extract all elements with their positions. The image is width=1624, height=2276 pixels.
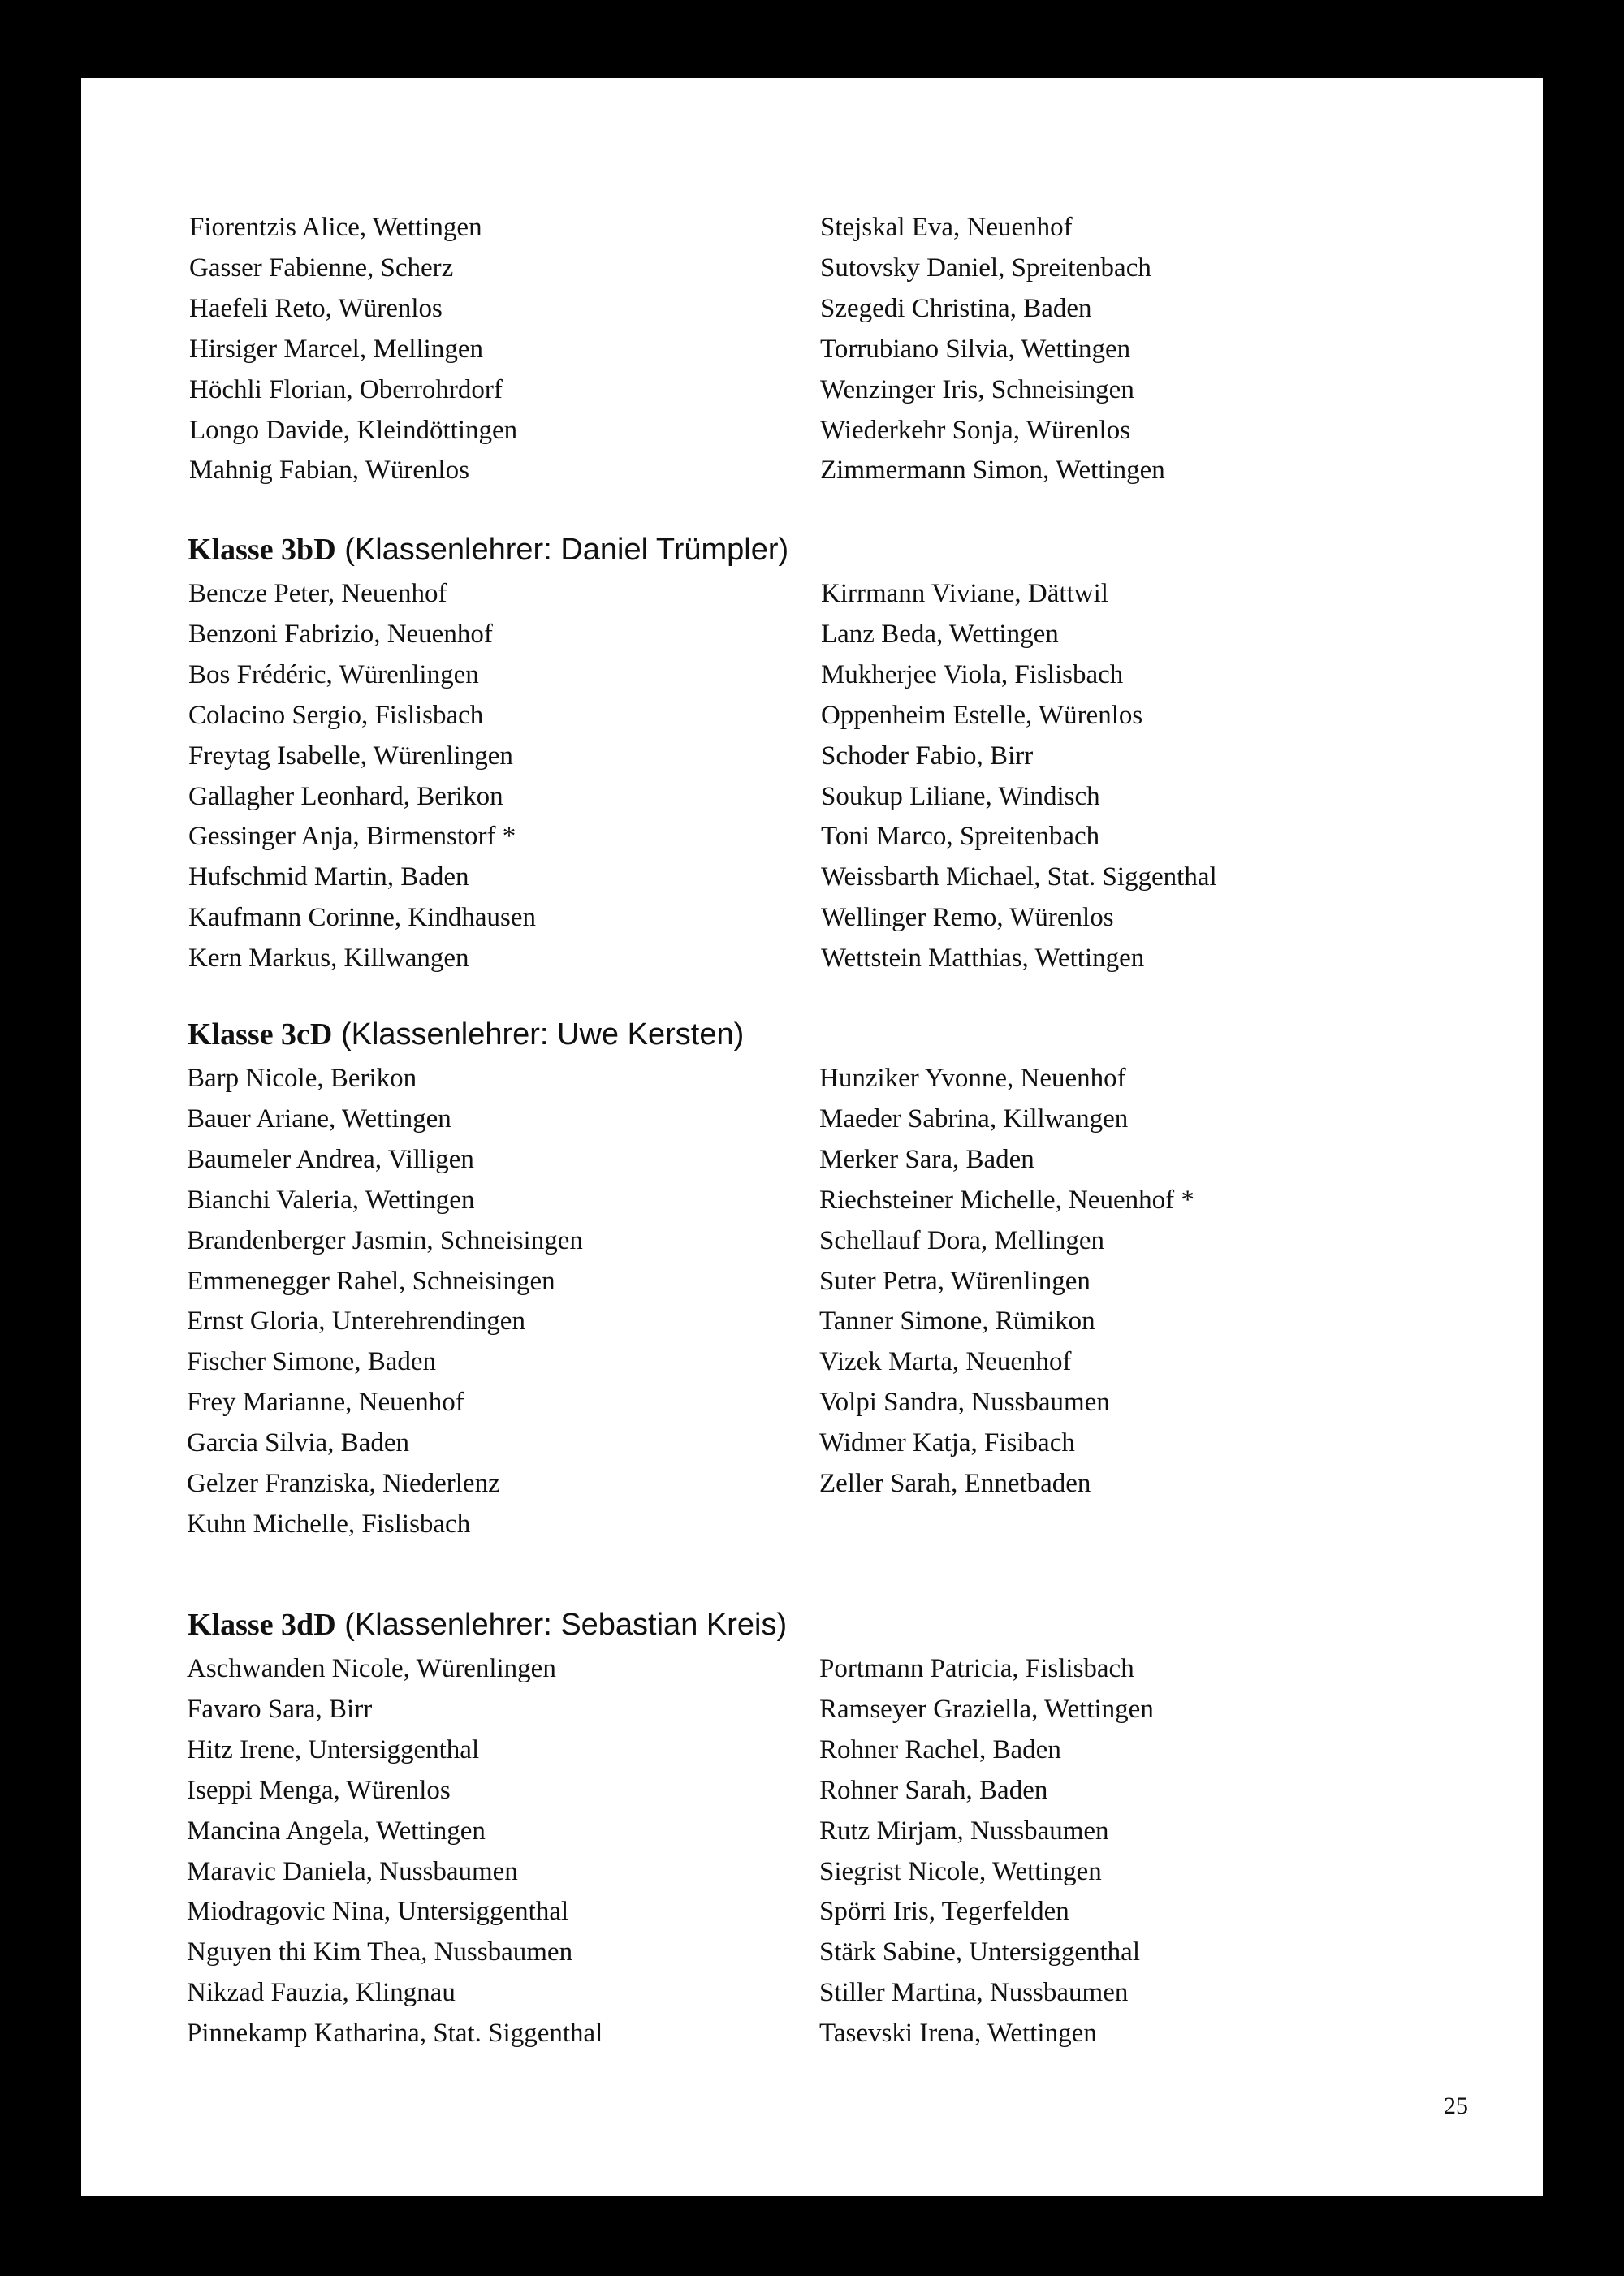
student-entry: Toni Marco, Spreitenbach — [821, 822, 1100, 852]
student-entry: Gessinger Anja, Birmenstorf * — [188, 822, 516, 852]
student-entry: Brandenberger Jasmin, Schneisingen — [187, 1225, 583, 1255]
student-entry: Mahnig Fabian, Würenlos — [189, 456, 469, 486]
student-entry: Mancina Angela, Wettingen — [187, 1816, 486, 1846]
student-entry: Gasser Fabienne, Scherz — [189, 253, 454, 283]
student-entry: Stiller Martina, Nussbaumen — [819, 1978, 1129, 2008]
student-entry: Garcia Silvia, Baden — [187, 1428, 409, 1458]
student-entry: Tanner Simone, Rümikon — [819, 1306, 1095, 1337]
student-entry: Wellinger Remo, Würenlos — [821, 903, 1114, 933]
student-entry: Maeder Sabrina, Killwangen — [819, 1103, 1129, 1134]
student-entry: Haefeli Reto, Würenlos — [189, 293, 443, 323]
class-label: Klasse 3bD — [188, 533, 336, 567]
student-entry: Widmer Katja, Fisibach — [819, 1428, 1075, 1458]
student-entry: Benzoni Fabrizio, Neuenhof — [188, 619, 493, 649]
student-entry: Ramseyer Graziella, Wettingen — [819, 1694, 1154, 1724]
teacher-label: (Klassenlehrer: Daniel Trümpler) — [344, 533, 789, 567]
student-entry: Wettstein Matthias, Wettingen — [821, 944, 1145, 974]
student-entry: Zimmermann Simon, Wettingen — [820, 456, 1165, 486]
student-entry: Maravic Daniela, Nussbaumen — [187, 1856, 518, 1886]
student-entry: Kuhn Michelle, Fislisbach — [187, 1509, 471, 1539]
student-entry: Mukherjee Viola, Fislisbach — [821, 659, 1124, 689]
student-entry: Vizek Marta, Neuenhof — [819, 1347, 1072, 1377]
student-entry: Ernst Gloria, Unterehrendingen — [187, 1306, 525, 1337]
student-entry: Rohner Sarah, Baden — [819, 1775, 1048, 1805]
student-entry: Fischer Simone, Baden — [187, 1347, 437, 1377]
student-entry: Sutovsky Daniel, Spreitenbach — [820, 253, 1151, 283]
student-entry: Hirsiger Marcel, Mellingen — [189, 334, 483, 364]
student-entry: Hitz Irene, Untersiggenthal — [187, 1734, 480, 1764]
student-entry: Schoder Fabio, Birr — [821, 741, 1034, 771]
class-label: Klasse 3dD — [188, 1608, 336, 1642]
student-entry: Kaufmann Corinne, Kindhausen — [188, 903, 536, 933]
student-entry: Longo Davide, Kleindöttingen — [189, 415, 518, 445]
student-entry: Spörri Iris, Tegerfelden — [819, 1897, 1069, 1927]
student-entry: Aschwanden Nicole, Würenlingen — [187, 1654, 556, 1683]
student-entry: Schellauf Dora, Mellingen — [819, 1225, 1104, 1255]
student-entry: Barp Nicole, Berikon — [187, 1064, 417, 1093]
student-entry: Fiorentzis Alice, Wettingen — [189, 213, 482, 242]
student-entry: Siegrist Nicole, Wettingen — [819, 1856, 1102, 1886]
student-entry: Bencze Peter, Neuenhof — [188, 579, 447, 608]
student-entry: Favaro Sara, Birr — [187, 1694, 373, 1724]
teacher-label: (Klassenlehrer: Sebastian Kreis) — [344, 1608, 788, 1642]
student-entry: Miodragovic Nina, Untersiggenthal — [187, 1897, 569, 1927]
student-entry: Baumeler Andrea, Villigen — [187, 1144, 474, 1174]
class-heading — [188, 1016, 744, 1053]
student-entry: Gelzer Franziska, Niederlenz — [187, 1469, 500, 1498]
student-entry: Rohner Rachel, Baden — [819, 1734, 1061, 1764]
student-entry: Rutz Mirjam, Nussbaumen — [819, 1816, 1109, 1846]
student-entry: Freytag Isabelle, Würenlingen — [188, 741, 513, 771]
student-entry: Lanz Beda, Wettingen — [821, 619, 1059, 649]
student-entry: Tasevski Irena, Wettingen — [819, 2019, 1097, 2049]
student-entry: Riechsteiner Michelle, Neuenhof * — [819, 1185, 1194, 1215]
student-entry: Zeller Sarah, Ennetbaden — [819, 1469, 1091, 1498]
student-entry: Szegedi Christina, Baden — [820, 293, 1092, 323]
student-entry: Höchli Florian, Oberrohrdorf — [189, 374, 503, 404]
student-entry: Hufschmid Martin, Baden — [188, 862, 469, 892]
student-entry: Frey Marianne, Neuenhof — [187, 1388, 464, 1418]
document-page — [81, 78, 1543, 2196]
student-entry: Emmenegger Rahel, Schneisingen — [187, 1266, 555, 1296]
student-entry: Bauer Ariane, Wettingen — [187, 1103, 451, 1134]
teacher-label: (Klassenlehrer: Uwe Kersten) — [340, 1017, 745, 1052]
student-entry: Nikzad Fauzia, Klingnau — [187, 1978, 456, 2008]
student-entry: Volpi Sandra, Nussbaumen — [819, 1388, 1110, 1418]
student-entry: Gallagher Leonhard, Berikon — [188, 781, 503, 811]
class-label: Klasse 3cD — [188, 1017, 333, 1052]
student-entry: Pinnekamp Katharina, Stat. Siggenthal — [187, 2019, 603, 2049]
student-entry: Bos Frédéric, Würenlingen — [188, 659, 479, 689]
student-entry: Colacino Sergio, Fislisbach — [188, 700, 484, 730]
class-heading — [188, 1606, 787, 1643]
student-entry: Merker Sara, Baden — [819, 1144, 1034, 1174]
student-entry: Kern Markus, Killwangen — [188, 944, 469, 974]
student-entry: Iseppi Menga, Würenlos — [187, 1775, 451, 1805]
class-heading — [188, 531, 788, 568]
student-entry: Kirrmann Viviane, Dättwil — [821, 579, 1108, 608]
student-entry: Stärk Sabine, Untersiggenthal — [819, 1937, 1141, 1967]
student-entry: Suter Petra, Würenlingen — [819, 1266, 1091, 1296]
page-number: 25 — [1444, 2092, 1468, 2119]
student-entry: Weissbarth Michael, Stat. Siggenthal — [821, 862, 1217, 892]
student-entry: Wenzinger Iris, Schneisingen — [820, 374, 1134, 404]
student-entry: Stejskal Eva, Neuenhof — [820, 213, 1073, 242]
student-entry: Hunziker Yvonne, Neuenhof — [819, 1064, 1126, 1093]
student-entry: Bianchi Valeria, Wettingen — [187, 1185, 475, 1215]
student-entry: Torrubiano Silvia, Wettingen — [820, 334, 1131, 364]
student-entry: Portmann Patricia, Fislisbach — [819, 1654, 1134, 1683]
student-entry: Wiederkehr Sonja, Würenlos — [820, 415, 1131, 445]
student-entry: Oppenheim Estelle, Würenlos — [821, 700, 1143, 730]
student-entry: Soukup Liliane, Windisch — [821, 781, 1100, 811]
student-entry: Nguyen thi Kim Thea, Nussbaumen — [187, 1937, 573, 1967]
